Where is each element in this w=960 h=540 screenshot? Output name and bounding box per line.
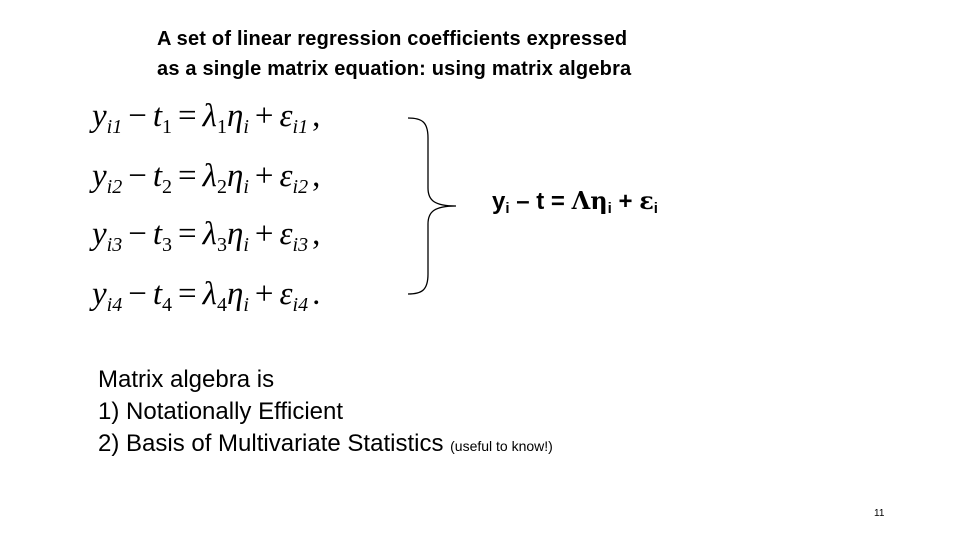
right-brace-icon — [404, 116, 460, 296]
eq2-epsilon-subscript: i2 — [292, 176, 309, 198]
matrix-eta-subscript: i — [607, 200, 612, 217]
body-line-3 — [98, 428, 553, 462]
eq1-t-subscript: 1 — [162, 116, 173, 138]
eq3-minus: − — [128, 216, 147, 252]
eq1-epsilon-subscript: i1 — [292, 116, 309, 138]
eq4-t-subscript: 4 — [162, 294, 173, 316]
matrix-y-subscript: i — [505, 200, 510, 217]
eq2-eta-subscript: i — [243, 176, 249, 198]
eq2-t: t — [152, 158, 163, 194]
eq1-y-subscript: i1 — [106, 116, 123, 138]
eq1-epsilon: ε — [279, 98, 293, 134]
body-line-3-main: 2) Basis of Multivariate Statistics — [98, 430, 444, 457]
matrix-epsilon: ε — [639, 186, 654, 215]
eq3-epsilon-subscript: i3 — [292, 234, 309, 256]
body-line-1: Matrix algebra is — [98, 366, 275, 393]
eq1-punctuation: , — [312, 98, 321, 134]
eq1-lambda: λ — [202, 98, 217, 134]
equation-row-4 — [92, 274, 320, 314]
eq1-equals: = — [178, 98, 197, 134]
slide-title-line-2: as a single matrix equation: using matrix algebra — [157, 58, 632, 80]
eq3-equals: = — [178, 216, 197, 252]
eq2-t-subscript: 2 — [162, 176, 173, 198]
body-line-2: 1) Notationally Efficient — [98, 398, 344, 425]
body-text — [98, 364, 553, 462]
eq3-plus: + — [254, 216, 274, 252]
equation-row-3 — [92, 214, 320, 254]
eq1-eta-subscript: i — [243, 116, 249, 138]
eq4-lambda-subscript: 4 — [216, 294, 227, 316]
eq1-plus: + — [254, 98, 274, 134]
eq2-punctuation: , — [312, 158, 321, 194]
body-line-3-note: (useful to know!) — [450, 438, 553, 454]
eq4-punctuation: . — [312, 276, 321, 312]
equation-row-1 — [92, 96, 320, 136]
eq1-minus: − — [128, 98, 147, 134]
equation-row-2 — [92, 156, 320, 196]
matrix-minus: – — [516, 188, 530, 215]
eq2-eta: η — [226, 158, 244, 194]
matrix-epsilon-subscript: i — [653, 200, 658, 217]
eq4-eta-subscript: i — [243, 294, 249, 316]
eq4-epsilon-subscript: i4 — [292, 294, 309, 316]
eq2-y: y — [92, 158, 107, 194]
eq2-y-subscript: i2 — [106, 176, 123, 198]
matrix-plus: + — [618, 188, 633, 215]
eq3-punctuation: , — [312, 216, 321, 252]
eq4-t: t — [152, 276, 163, 312]
eq2-equals: = — [178, 158, 197, 194]
eq3-eta-subscript: i — [243, 234, 249, 256]
eq1-lambda-subscript: 1 — [216, 116, 227, 138]
eq3-y: y — [92, 216, 107, 252]
eq1-eta: η — [226, 98, 244, 134]
slide-title-line-1: A set of linear regression coefficients expressed — [157, 28, 628, 50]
eq4-epsilon: ε — [279, 276, 293, 312]
eq3-eta: η — [226, 216, 244, 252]
eq2-lambda: λ — [202, 158, 217, 194]
eq1-t: t — [152, 98, 163, 134]
eq2-lambda-subscript: 2 — [216, 176, 227, 198]
page-number: 11 — [874, 508, 885, 519]
matrix-eta: η — [590, 186, 608, 215]
eq2-epsilon: ε — [279, 158, 293, 194]
eq3-t: t — [152, 216, 163, 252]
matrix-capital-lambda: Λ — [571, 186, 591, 215]
matrix-t: t — [536, 188, 545, 215]
eq3-y-subscript: i3 — [106, 234, 123, 256]
eq4-plus: + — [254, 276, 274, 312]
eq4-lambda: λ — [202, 276, 217, 312]
eq4-equals: = — [178, 276, 197, 312]
slide-title — [157, 24, 631, 84]
eq3-epsilon: ε — [279, 216, 293, 252]
eq2-minus: − — [128, 158, 147, 194]
eq3-lambda: λ — [202, 216, 217, 252]
eq4-y-subscript: i4 — [106, 294, 123, 316]
matrix-equation — [492, 186, 658, 216]
eq4-minus: − — [128, 276, 147, 312]
eq4-y: y — [92, 276, 107, 312]
matrix-equals: = — [550, 188, 565, 215]
eq4-eta: η — [226, 276, 244, 312]
eq3-t-subscript: 3 — [162, 234, 173, 256]
eq2-plus: + — [254, 158, 274, 194]
matrix-y: y — [492, 188, 506, 215]
eq1-y: y — [92, 98, 107, 134]
eq3-lambda-subscript: 3 — [216, 234, 227, 256]
